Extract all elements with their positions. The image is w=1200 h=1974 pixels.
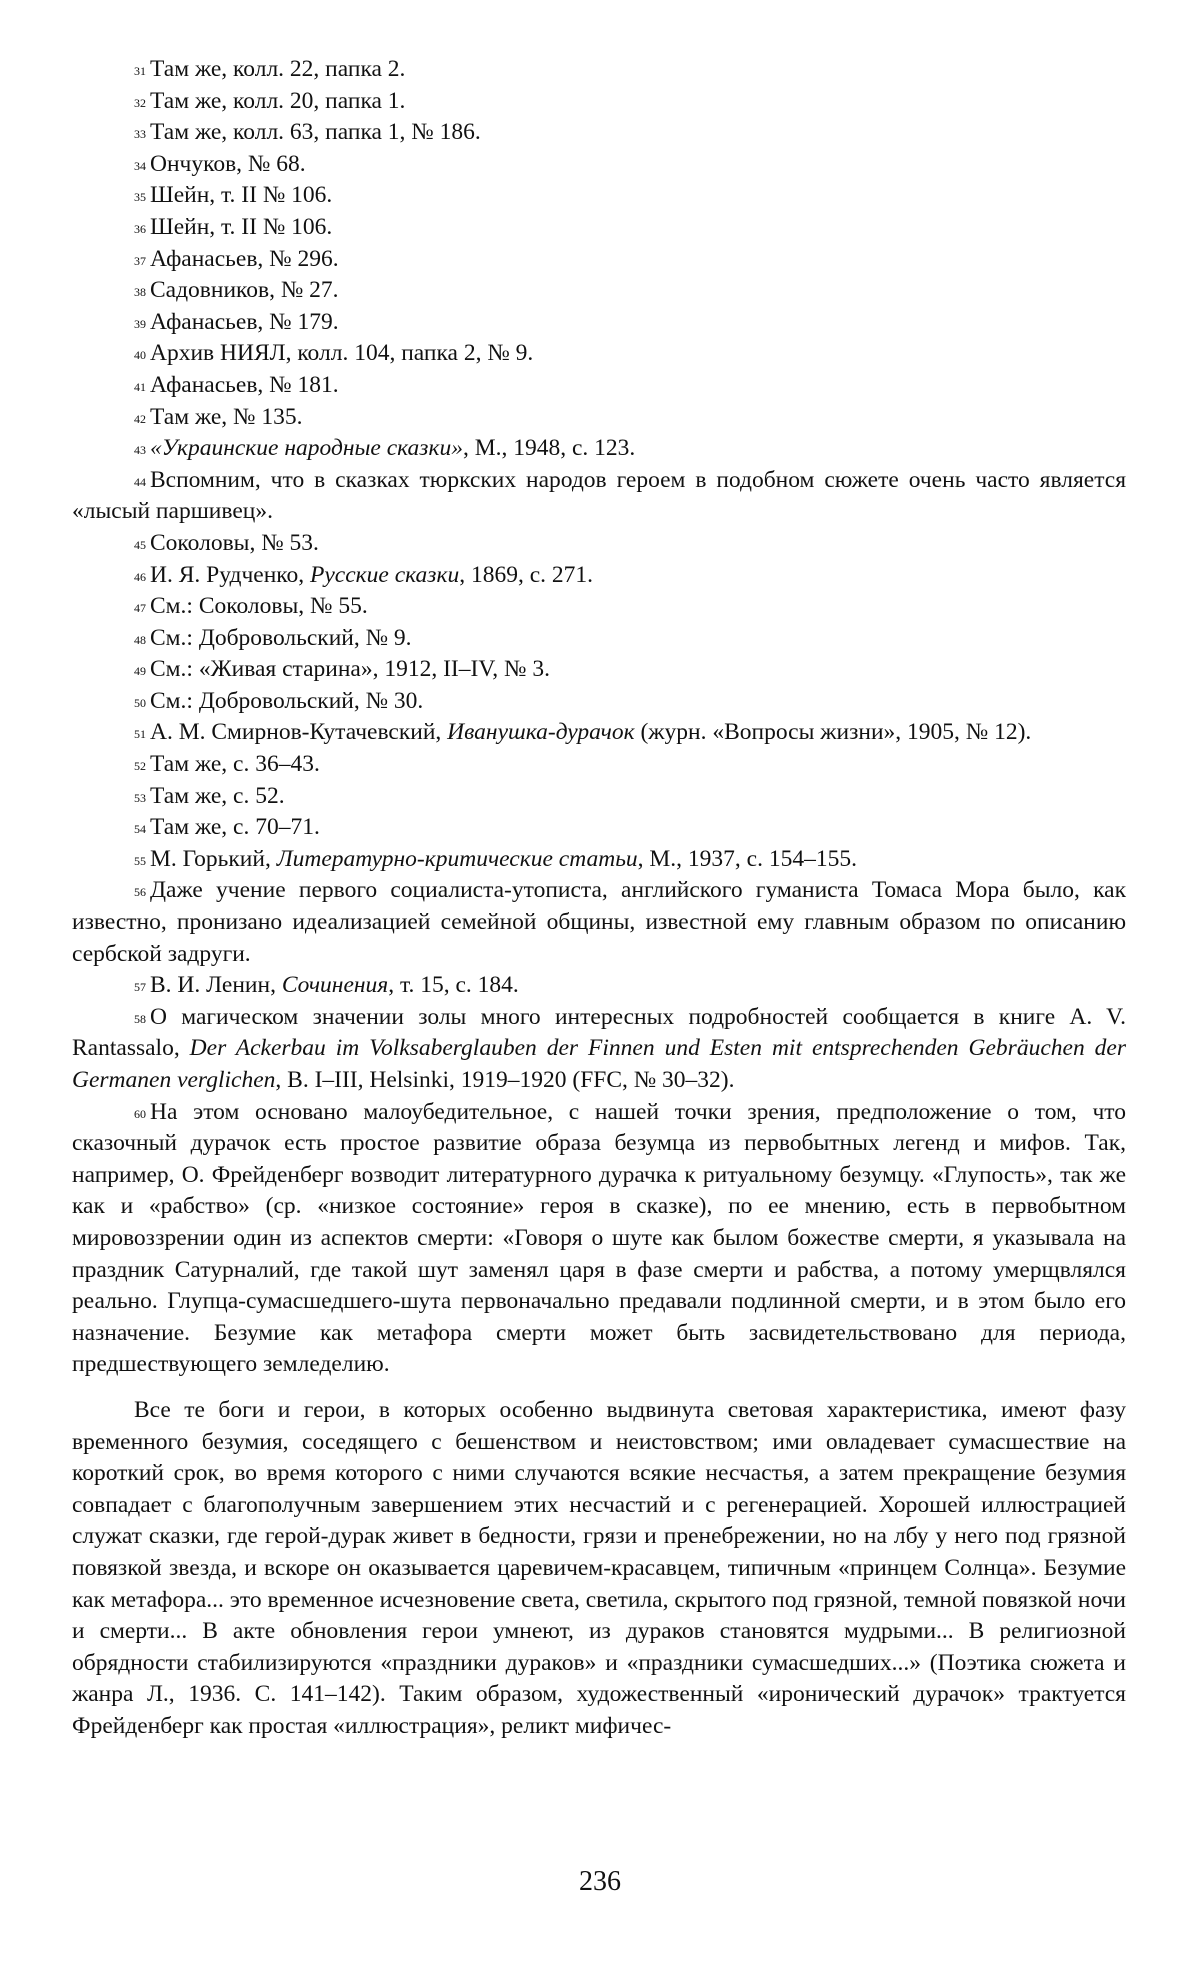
footnote-32: [72, 86, 1126, 118]
footnote-number: 31: [134, 64, 146, 78]
footnote-text: Шейн, т. II № 106.: [150, 182, 333, 209]
footnote-46: [72, 560, 1126, 592]
footnote-text: Садовников, № 27.: [150, 277, 339, 304]
footnote-number: 54: [134, 822, 146, 837]
footnote-text: Афанасьев, № 179.: [150, 308, 339, 335]
footnote-title-italic: Сочинения: [281, 972, 389, 999]
footnote-42: [72, 402, 1126, 434]
footnote-41: [72, 370, 1126, 402]
footnote-number: 40: [134, 348, 146, 363]
footnote-text: Соколовы, № 53.: [150, 529, 319, 556]
page-content: [72, 54, 1126, 1742]
footnote-text: См.: «Живая старина», 1912, II–IV, № 3.: [150, 656, 550, 683]
footnote-text: М. Горький,: [150, 845, 277, 872]
footnote-43: [72, 433, 1126, 465]
footnote-38: [72, 275, 1126, 307]
footnote-text: Ончуков, № 68.: [150, 150, 306, 177]
footnote-45: [72, 528, 1126, 560]
footnote-text: Архив НИЯЛ, колл. 104, папка 2, № 9.: [150, 340, 534, 367]
footnote-39: [72, 307, 1126, 339]
footnote-title-italic: Русские сказки: [310, 561, 460, 588]
footnote-text: , т. 15, с. 184.: [388, 972, 519, 999]
footnote-60: [72, 1097, 1126, 1381]
footnote-text: И. Я. Рудченко,: [150, 561, 310, 588]
footnote-text: Вспомним, что в сказках тюркских народов героем в подобном сюжете очень часто является «лысый паршивец».: [72, 466, 1126, 525]
footnote-36: [72, 212, 1126, 244]
footnote-57: [72, 970, 1126, 1002]
footnote-number: 35: [134, 190, 146, 205]
footnotes-list: [72, 54, 1126, 1381]
footnote-number: 52: [134, 759, 146, 774]
footnote-number: 47: [134, 601, 146, 616]
footnote-34: [72, 149, 1126, 181]
footnote-text: (журн. «Вопросы жизни», 1905, № 12).: [634, 719, 1032, 746]
footnote-number: 38: [134, 285, 146, 300]
footnote-number: 46: [134, 569, 146, 584]
footnote-number: 42: [134, 411, 146, 426]
footnote-text: Там же, с. 52.: [150, 782, 285, 809]
footnote-51: [72, 717, 1126, 749]
footnote-58: [72, 1002, 1126, 1097]
footnote-title-italic: Литературно-критические статьи: [276, 845, 638, 872]
footnote-number: 60: [134, 1106, 146, 1121]
footnote-number: 34: [134, 158, 146, 173]
footnote-text: Там же, колл. 20, папка 1.: [150, 87, 406, 114]
footnote-number: 50: [134, 695, 146, 710]
footnote-title-italic: Иванушка-дурачок: [447, 719, 635, 746]
footnote-text: На этом основано малоубедительное, с нашей точки зрения, предположение о том, что сказочный дурачок есть простое развитие образа безумца из первобытных легенд и мифов. Так, например, О. Фрейденберг возводит литературного дурачка к ритуальному безумцу. «Глупость», так же как и «рабство» (ср. «низкое состояние» героя в сказке), по ее мнению, есть в первобытном мировоззрении один из аспектов смерти: «Говоря о шуте как былом божестве смерти, я указывала на праздник Сатурналий, где такой шут заменял царя в фазе смерти и рабства, а потому умерщвлялся реально. Глупца-сумасшедшего-шута первоначально предавали подлинной смерти, и в этом было его назначение. Безумие как метафора смерти может быть засвидетельствовано для периода, предшествующего земледелию.: [72, 1098, 1126, 1378]
footnote-text: См.: Добровольский, № 9.: [150, 624, 412, 651]
footnote-text: См.: Соколовы, № 55.: [150, 593, 368, 620]
footnote-number: 53: [134, 790, 146, 805]
footnote-number: 48: [134, 632, 146, 647]
page-number: 236: [579, 1866, 621, 1897]
footnote-text: , М., 1948, с. 123.: [462, 435, 636, 462]
footnote-text: Там же, колл. 22, папка 2.: [150, 56, 406, 82]
footnote-54: [72, 812, 1126, 844]
footnote-40: [72, 338, 1126, 370]
footnote-text: Афанасьев, № 181.: [150, 371, 339, 398]
footnote-text: , B. I–III, Helsinki, 1919–1920 (FFC, № 30–32).: [275, 1067, 735, 1093]
footnote-52: [72, 749, 1126, 781]
footnote-number: 37: [134, 253, 146, 268]
footnote-55: [72, 844, 1126, 876]
footnote-number: 45: [134, 537, 146, 552]
footnote-number: 41: [134, 379, 146, 394]
footnote-number: 39: [134, 316, 146, 331]
footnote-number: 33: [134, 127, 146, 142]
footnote-text: См.: Добровольский, № 30.: [150, 687, 424, 714]
footnote-text: Даже учение первого социалиста-утописта, английского гуманиста Томаса Мора было, как известно, пронизано идеализацией семейной общины, известной ему главным образом по описанию сербской задруги.: [72, 877, 1126, 967]
footnote-text: Там же, с. 36–43.: [150, 751, 320, 778]
footnote-53: [72, 781, 1126, 813]
footnote-number: 58: [134, 1011, 146, 1026]
footnote-number: 56: [134, 885, 146, 900]
footnote-text: В. И. Ленин,: [150, 972, 282, 999]
footnote-33: [72, 117, 1126, 149]
footnote-48: [72, 623, 1126, 655]
footnote-37: [72, 244, 1126, 276]
footnote-49: [72, 654, 1126, 686]
footnote-text: Там же, колл. 63, папка 1, № 186.: [150, 119, 481, 146]
footnote-number: 57: [134, 980, 146, 995]
footnote-text: , М., 1937, с. 154–155.: [637, 845, 857, 872]
footnote-number: 51: [134, 727, 146, 742]
footnote-title-italic: Der Ackerbau im Volksaberglauben der Finnen und Esten mit entsprechenden Gebräuchen der Germanen verglichen: [72, 1035, 1126, 1093]
footnote-number: 32: [134, 95, 146, 110]
footnote-text: Афанасьев, № 296.: [150, 245, 339, 272]
footnote-text: А. М. Смирнов-Кутачевский,: [150, 719, 448, 746]
footnote-number: 55: [134, 853, 146, 868]
footnote-title-italic: «Украинские народные сказки»: [150, 435, 463, 462]
footnote-number: 43: [134, 443, 146, 458]
footnote-44: [72, 465, 1126, 528]
footnote-number: 49: [134, 664, 146, 679]
footnote-31: [72, 54, 1126, 86]
footnote-text: О магическом значении золы много интересных подробностей сообщается в книге A. V. Rantassalo,: [72, 1003, 1126, 1062]
footnote-text: , 1869, с. 271.: [459, 561, 594, 588]
footnote-number: 36: [134, 221, 146, 236]
footnote-number: 44: [134, 474, 146, 489]
footnote-56: [72, 875, 1126, 970]
continuation-paragraph: Все те боги и герои, в которых особенно выдвинута световая характеристика, имеют фазу временного безумия, соседящего с бешенством и неистовством; ими овладевает сумасшествие на короткий срок, во время которого с ними случаются всякие несчастья, а затем прекращение безумия совпадает с благополучным завершением этих несчастий и с регенерацией. Хорошей иллюстрацией служат сказки, где герой-дурак живет в бедности, грязи и пренебрежении, но на лбу у него под грязной повязкой звезда, и вскоре он оказывается царевичем-красавцем, типичным «принцем Солнца». Безумие как метафора... это временное исчезновение света, светила, скрытого под грязной, темной повязкой ночи и смерти... В акте обновления герои умнеют, из дураков становятся мудрыми... В религиозной обрядности стабилизируются «праздники дураков» и «праздники сумасшедших...» (Поэтика сюжета и жанра Л., 1936. С. 141–142). Таким образом, художественный «иронический дурачок» трактуется Фрейденберг как простая «иллюстрация», реликт мифичес-: [72, 1396, 1126, 1739]
footnote-50: [72, 686, 1126, 718]
footnote-47: [72, 591, 1126, 623]
footnote-35: [72, 180, 1126, 212]
footnote-text: Там же, № 135.: [150, 403, 303, 430]
footnote-text: Там же, с. 70–71.: [150, 814, 320, 841]
footnote-text: Шейн, т. II № 106.: [150, 213, 333, 240]
